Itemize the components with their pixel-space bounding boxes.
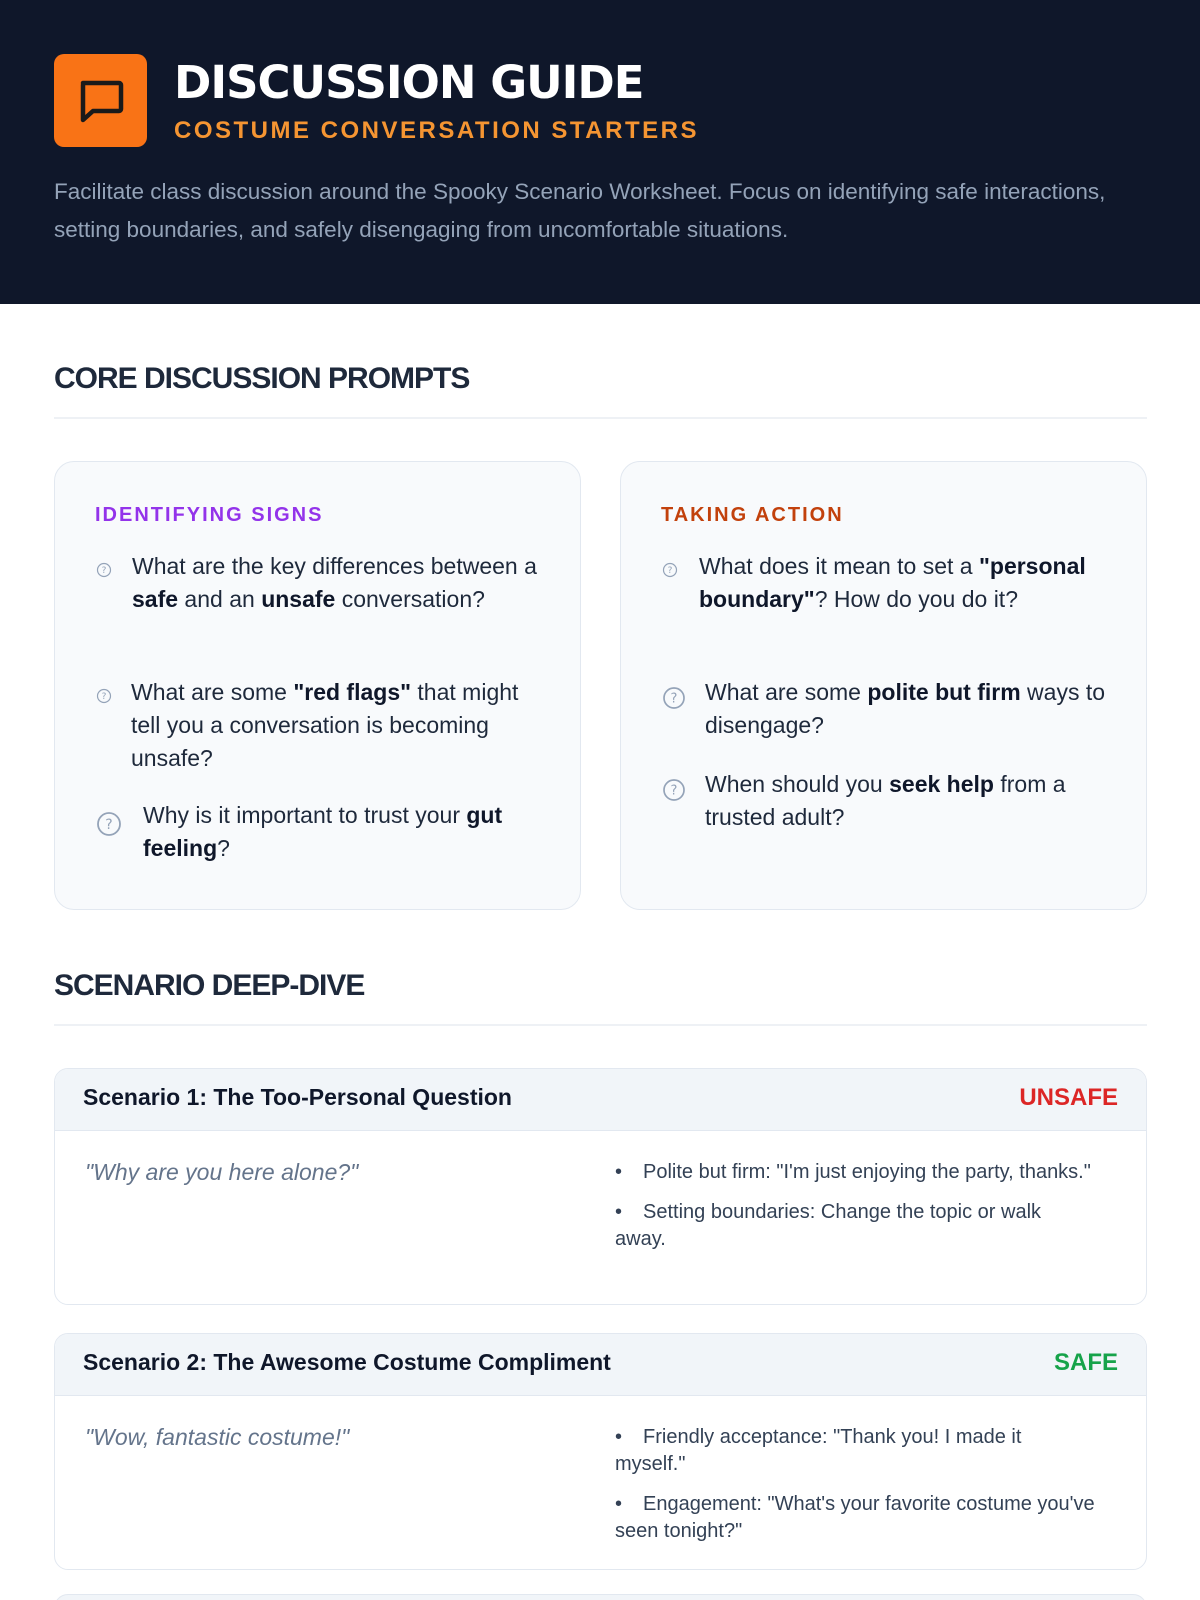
card-identifying-signs bbox=[54, 461, 581, 910]
list-item: • Polite but firm: "I'm just enjoying the party, thanks." bbox=[615, 1161, 1091, 1183]
prompt-question: What does it mean to set a "personal boundary"? How do you do it? bbox=[699, 553, 1086, 612]
card-title: IDENTIFYING SIGNS bbox=[95, 504, 324, 526]
prompt-question: What are some polite but firm ways to disengage? bbox=[705, 679, 1106, 738]
list-item: • Friendly acceptance: "Thank you! I made it myself." bbox=[615, 1426, 1022, 1475]
svg-text:?: ? bbox=[670, 783, 678, 799]
scenario-card bbox=[54, 1068, 1147, 1305]
scenario-card bbox=[54, 1594, 1147, 1600]
logo bbox=[54, 54, 147, 147]
scenario-name: Scenario 1: The Too-Personal Question bbox=[83, 1084, 512, 1110]
response-list bbox=[615, 1424, 1095, 1558]
status-badge: UNSAFE bbox=[1019, 1084, 1118, 1111]
intro-text: Facilitate class discussion around the Spooky Scenario Worksheet. Focus on identifying safe interactions, setting boundaries, and safely disengaging from uncomfortable situations. bbox=[54, 179, 1106, 242]
svg-text:?: ? bbox=[667, 566, 673, 576]
question-circle-icon bbox=[96, 811, 122, 837]
section-divider bbox=[54, 417, 1147, 419]
svg-text:?: ? bbox=[101, 692, 107, 702]
page-subtitle: COSTUME CONVERSATION STARTERS bbox=[174, 117, 699, 144]
page-title: DISCUSSION GUIDE bbox=[174, 56, 644, 109]
page-header bbox=[0, 0, 1200, 304]
scenario-card bbox=[54, 1333, 1147, 1570]
scenario-quote: "Wow, fantastic costume!" bbox=[85, 1424, 350, 1450]
scenario-quote: "Why are you here alone?" bbox=[85, 1159, 359, 1185]
list-item: • Setting boundaries: Change the topic or walk away. bbox=[615, 1201, 1042, 1250]
card-taking-action bbox=[620, 461, 1147, 910]
section-divider bbox=[54, 1024, 1147, 1026]
scenario-header bbox=[55, 1069, 1146, 1131]
question-circle-icon bbox=[662, 778, 686, 802]
scenario-name: Scenario 2: The Awesome Costume Compliment bbox=[83, 1349, 611, 1375]
question-circle-icon bbox=[96, 562, 112, 578]
response-list bbox=[615, 1159, 1095, 1266]
status-badge: SAFE bbox=[1053, 1349, 1118, 1376]
chat-bubble-icon bbox=[75, 75, 127, 127]
question-circle-icon bbox=[662, 686, 686, 710]
svg-text:?: ? bbox=[105, 817, 113, 833]
prompt-question: When should you seek help from a trusted adult? bbox=[705, 771, 1066, 830]
scenario-header bbox=[55, 1334, 1146, 1396]
section-title-core-prompts: CORE DISCUSSION PROMPTS bbox=[54, 362, 470, 395]
prompt-question: Why is it important to trust your gut feeling? bbox=[143, 802, 503, 861]
card-title: TAKING ACTION bbox=[661, 504, 844, 526]
section-title-deep-dive: SCENARIO DEEP-DIVE bbox=[54, 969, 365, 1002]
question-circle-icon bbox=[96, 688, 112, 704]
question-circle-icon bbox=[662, 562, 678, 578]
list-item: • Engagement: "What's your favorite costume you've seen tonight?" bbox=[615, 1493, 1095, 1542]
prompt-question: What are some "red flags" that might tell you a conversation is becoming unsafe? bbox=[131, 679, 519, 771]
svg-text:?: ? bbox=[670, 691, 678, 707]
svg-text:?: ? bbox=[101, 566, 107, 576]
prompt-question: What are the key differences between a safe and an unsafe conversation? bbox=[132, 553, 537, 612]
